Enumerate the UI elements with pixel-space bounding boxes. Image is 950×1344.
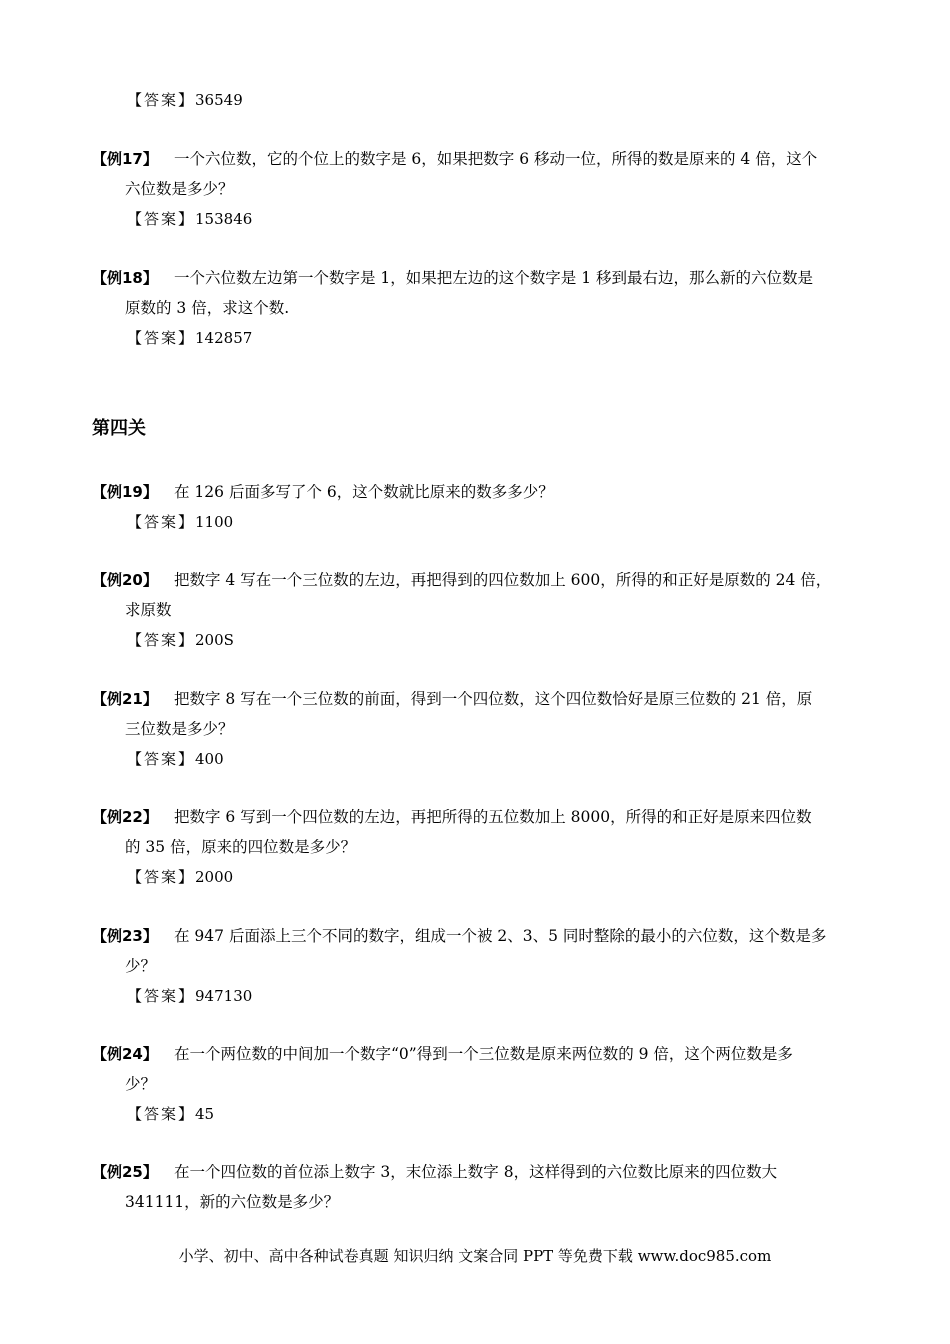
answer-value: 400 [195, 750, 224, 768]
example-text-line: 把数字 6 写到一个四位数的左边，再把所得的五位数加上 8000，所得的和正好是原来四位数 [174, 808, 812, 826]
example-text-line: 在一个两位数的中间加一个数字“0”得到一个三位数是原来两位数的 9 倍，这个两位数是多 [174, 1045, 793, 1063]
example-text-line: 的 35 倍，原来的四位数是多少？ [125, 838, 357, 856]
example-label: 【例18】 [92, 269, 158, 287]
answer-value: 2000 [195, 868, 234, 886]
example-17 [92, 148, 872, 230]
example-text-line: 六位数是多少？ [125, 180, 234, 198]
answer-value: 142857 [195, 329, 253, 347]
answer-label: 【答案】 [127, 513, 196, 531]
example-label: 【例20】 [92, 571, 158, 589]
example-21 [92, 688, 872, 770]
example-24 [92, 1043, 872, 1125]
answer-value: 36549 [195, 91, 243, 109]
example-label: 【例25】 [92, 1163, 158, 1181]
example-text-line: 求原数 [125, 601, 172, 619]
answer-label: 【答案】 [127, 987, 196, 1005]
example-text-line: 在 126 后面多写了个 6，这个数就比原来的数多多少？ [174, 483, 554, 501]
answer-label: 【答案】 [127, 91, 196, 109]
answer-label: 【答案】 [127, 1105, 196, 1123]
answer-value: 200S [195, 631, 234, 649]
example-text-line: 341111，新的六位数是多少？ [125, 1193, 340, 1211]
example-answer [92, 866, 872, 888]
answer-label: 【答案】 [127, 868, 196, 886]
example-text-line: 把数字 4 写在一个三位数的左边，再把得到的四位数加上 600，所得的和正好是原数的 24 倍， [174, 571, 832, 589]
example-19 [92, 481, 872, 533]
example-25 [92, 1161, 872, 1213]
example-label: 【例22】 [92, 808, 158, 826]
answer-value: 45 [195, 1105, 215, 1123]
example-18 [92, 267, 872, 349]
example-label: 【例19】 [92, 483, 158, 501]
answer-value: 947130 [195, 987, 253, 1005]
example-text-line: 少？ [125, 957, 157, 975]
page-footer: 小学、初中、高中各种试卷真题 知识归纳 文案合同 PPT 等免费下载 www.doc985.com [178, 1247, 772, 1265]
section-title: 第四关 [92, 418, 146, 439]
example-text-line: 原数的 3 倍，求这个数. [125, 299, 290, 317]
example-text-line: 在 947 后面添上三个不同的数字，组成一个被 2、3、5 同时整除的最小的六位数，这个数是多 [174, 927, 827, 945]
example-answer [92, 208, 872, 230]
example-answer [92, 511, 872, 533]
example-label: 【例17】 [92, 150, 158, 168]
example-answer [92, 985, 872, 1007]
example-text-line: 在一个四位数的首位添上数字 3，末位添上数字 8，这样得到的六位数比原来的四位数大 [174, 1163, 778, 1181]
example-label: 【例24】 [92, 1045, 158, 1063]
answer-value: 1100 [195, 513, 234, 531]
example-label: 【例21】 [92, 690, 158, 708]
example-20 [92, 569, 872, 651]
example-answer [92, 327, 872, 349]
answer-label: 【答案】 [127, 631, 196, 649]
example-text-line: 把数字 8 写在一个三位数的前面，得到一个四位数，这个四位数恰好是原三位数的 21 倍，原 [174, 690, 813, 708]
example-text-line: 三位数是多少？ [125, 720, 234, 738]
example-text-line: 一个六位数，它的个位上的数字是 6，如果把数字 6 移动一位，所得的数是原来的 4 倍，这个 [174, 150, 818, 168]
example-answer [92, 629, 872, 651]
answer-value: 153846 [195, 210, 253, 228]
answer-label: 【答案】 [127, 750, 196, 768]
example-text-line: 少？ [125, 1075, 157, 1093]
answer-16 [127, 89, 243, 111]
answer-label: 【答案】 [127, 329, 196, 347]
example-answer [92, 748, 872, 770]
example-answer [92, 1103, 872, 1125]
example-23 [92, 925, 872, 1007]
example-22 [92, 806, 872, 888]
answer-label: 【答案】 [127, 210, 196, 228]
example-label: 【例23】 [92, 927, 158, 945]
example-text-line: 一个六位数左边第一个数字是 1，如果把左边的这个数字是 1 移到最右边，那么新的六位数是 [174, 269, 814, 287]
